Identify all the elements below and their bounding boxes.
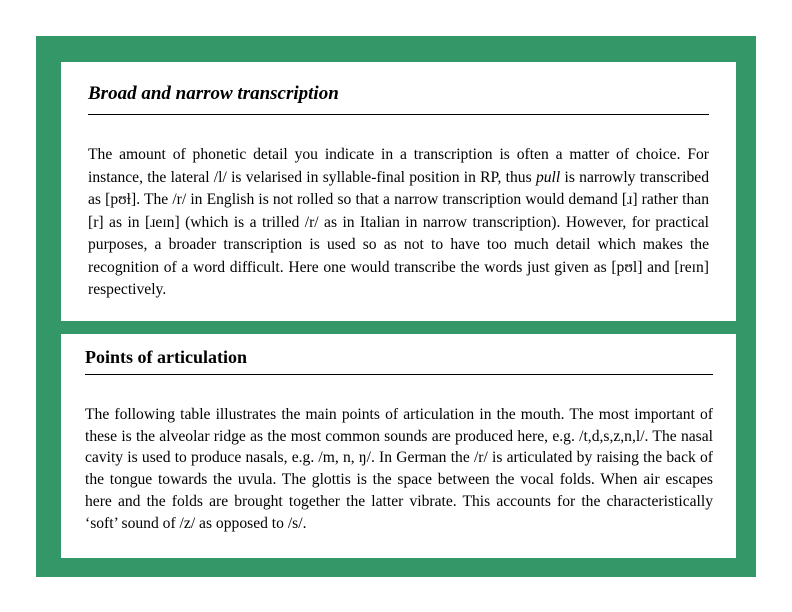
paragraph-text-part: is narrowly transcribed as [pʊɫ]. The /r/ in English is not rolled so that a narrow transcription would demand [ɹ] rather than [r] as in [ɹeɪn] (which is a trilled /r/ as in Italian in narrow transcription). However, for practical purposes, a broader transcription is used so as not to have too much detail which makes the recognition of a word difficult. Here one would transcribe the words just given as [pʊl] and [reɪn] respectively. — [88, 168, 709, 298]
example-word-pull: pull — [535, 168, 561, 186]
section-title-articulation: Points of articulation — [85, 345, 713, 375]
section-title-transcription: Broad and narrow transcription — [88, 80, 709, 115]
paragraph-text-part: The amount of phonetic detail you indicate in a transcription is often a matter of choice. For instance, the lateral /l/ is velarised in syllable-final position in RP, thus — [88, 146, 709, 186]
articulation-paragraph: The following table illustrates the main points of articulation in the mouth. The most important of these is the alveolar ridge as the most common sounds are produced here, e.g. /t,d,s,z,n,l/. The nasal cavity is used to produce nasals, e.g. /m, n, ŋ/. In German the /r/ is articulated by raising the back of the tongue towards the uvula. The glottis is the space between the vocal folds. When air escapes here and the folds are brought together the latter vibrate. This accounts for the characteristically ‘soft’ sound of /z/ as opposed to /s/. — [85, 406, 713, 532]
articulation-panel — [61, 334, 736, 558]
transcription-panel — [61, 62, 736, 321]
transcription-paragraph — [88, 144, 709, 302]
